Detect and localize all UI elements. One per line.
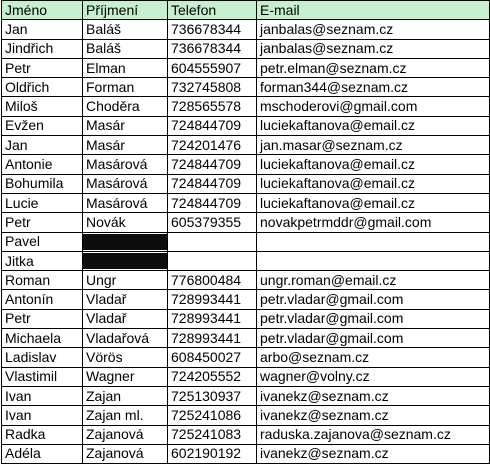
cell-first-name[interactable]: Roman [2,271,83,290]
cell-first-name[interactable]: Ivan [2,386,83,405]
header-first-name[interactable]: Jméno [2,1,83,20]
cell-last-name[interactable] [83,232,168,251]
cell-first-name[interactable]: Lucie [2,193,83,212]
cell-phone[interactable]: 604555907 [168,58,257,77]
table-row [2,78,490,97]
cell-phone[interactable] [168,232,257,251]
cell-email[interactable]: petr.vladar@gmail.com [257,290,490,309]
cell-last-name[interactable]: Zajan ml. [83,406,168,425]
table-row [2,58,490,77]
table-row [2,444,490,463]
cell-email[interactable]: wagner@volny.cz [257,367,490,386]
header-row [2,1,490,20]
cell-phone[interactable]: 724844709 [168,174,257,193]
cell-phone[interactable] [168,251,257,270]
cell-first-name[interactable]: Oldřich [2,78,83,97]
cell-last-name[interactable]: Forman [83,78,168,97]
cell-email[interactable]: ungr.roman@email.cz [257,271,490,290]
header-phone[interactable]: Telefon [168,1,257,20]
cell-email[interactable]: raduska.zajanova@seznam.cz [257,425,490,444]
cell-last-name[interactable]: Choděra [83,97,168,116]
cell-last-name[interactable]: Baláš [83,20,168,39]
table-row [2,290,490,309]
cell-first-name[interactable]: Radka [2,425,83,444]
cell-email[interactable] [257,232,490,251]
cell-email[interactable]: mschoderovi@gmail.com [257,97,490,116]
cell-first-name[interactable]: Ladislav [2,348,83,367]
cell-email[interactable]: ivanekz@seznam.cz [257,386,490,405]
cell-email[interactable]: ivanekz@seznam.cz [257,444,490,463]
table-row [2,386,490,405]
cell-email[interactable]: novakpetrmddr@gmail.com [257,213,490,232]
cell-phone[interactable]: 725241086 [168,406,257,425]
cell-email[interactable]: luciekaftanova@email.cz [257,174,490,193]
cell-phone[interactable]: 724844709 [168,116,257,135]
header-last-name[interactable]: Příjmení [83,1,168,20]
cell-phone[interactable]: 728565578 [168,97,257,116]
cell-email[interactable]: petr.vladar@gmail.com [257,329,490,348]
cell-phone[interactable]: 736678344 [168,20,257,39]
cell-phone[interactable]: 724205552 [168,367,257,386]
table-row [2,193,490,212]
cell-last-name[interactable]: Ungr [83,271,168,290]
table-row [2,425,490,444]
cell-email[interactable] [257,251,490,270]
table-row [2,367,490,386]
cell-email[interactable]: petr.vladar@gmail.com [257,309,490,328]
cell-last-name[interactable]: Vladař [83,290,168,309]
redaction-bar [83,253,168,269]
table-row [2,39,490,58]
table-row [2,348,490,367]
cell-first-name[interactable]: Adéla [2,444,83,463]
cell-last-name[interactable] [83,251,168,270]
cell-first-name[interactable]: Antonie [2,155,83,174]
header-email[interactable]: E-mail [257,1,490,20]
cell-last-name[interactable]: Wagner [83,367,168,386]
cell-first-name[interactable]: Michaela [2,329,83,348]
cell-first-name[interactable]: Antonín [2,290,83,309]
cell-first-name[interactable]: Evžen [2,116,83,135]
cell-first-name[interactable]: Petr [2,309,83,328]
table-row [2,174,490,193]
cell-first-name[interactable]: Vlastimil [2,367,83,386]
table-row [2,271,490,290]
cell-first-name[interactable]: Jan [2,136,83,155]
cell-last-name[interactable]: Vörös [83,348,168,367]
cell-first-name[interactable]: Jindřich [2,39,83,58]
cell-last-name[interactable]: Masárová [83,155,168,174]
cell-email[interactable]: ivanekz@seznam.cz [257,406,490,425]
cell-first-name[interactable]: Jan [2,20,83,39]
cell-email[interactable]: luciekaftanova@email.cz [257,193,490,212]
cell-email[interactable]: petr.elman@seznam.cz [257,58,490,77]
table-row [2,97,490,116]
cell-phone[interactable]: 602190192 [168,444,257,463]
cell-phone[interactable]: 724844709 [168,155,257,174]
cell-last-name[interactable]: Vladařová [83,329,168,348]
cell-email[interactable]: janbalas@seznam.cz [257,20,490,39]
table-row [2,232,490,251]
cell-first-name[interactable]: Jitka [2,251,83,270]
table-row [2,213,490,232]
cell-email[interactable]: forman344@seznam.cz [257,78,490,97]
cell-phone[interactable]: 725241083 [168,425,257,444]
table-row [2,136,490,155]
cell-email[interactable]: arbo@seznam.cz [257,348,490,367]
cell-first-name[interactable]: Miloš [2,97,83,116]
cell-phone[interactable]: 605379355 [168,213,257,232]
cell-phone[interactable]: 724844709 [168,193,257,212]
cell-phone[interactable]: 728993441 [168,290,257,309]
cell-email[interactable]: luciekaftanova@email.cz [257,116,490,135]
cell-phone[interactable]: 732745808 [168,78,257,97]
cell-phone[interactable]: 724201476 [168,136,257,155]
cell-phone[interactable]: 736678344 [168,39,257,58]
cell-last-name[interactable]: Zajanová [83,444,168,463]
table-row [2,329,490,348]
cell-phone[interactable]: 728993441 [168,309,257,328]
cell-first-name[interactable]: Bohumila [2,174,83,193]
table-row [2,20,490,39]
table-row [2,116,490,135]
cell-first-name[interactable]: Petr [2,58,83,77]
cell-first-name[interactable]: Petr [2,213,83,232]
redaction-bar [83,234,168,250]
cell-first-name[interactable]: Ivan [2,406,83,425]
cell-last-name[interactable]: Elman [83,58,168,77]
cell-last-name[interactable]: Masárová [83,174,168,193]
cell-last-name[interactable]: Zajan [83,386,168,405]
cell-last-name[interactable]: Masár [83,116,168,135]
table-row [2,406,490,425]
table-row [2,155,490,174]
cell-first-name[interactable]: Pavel [2,232,83,251]
cell-phone[interactable]: 608450027 [168,348,257,367]
cell-last-name[interactable]: Masárová [83,193,168,212]
cell-email[interactable]: jan.masar@seznam.cz [257,136,490,155]
cell-phone[interactable]: 776800484 [168,271,257,290]
cell-last-name[interactable]: Masár [83,136,168,155]
cell-phone[interactable]: 725130937 [168,386,257,405]
contacts-table [1,0,490,464]
cell-last-name[interactable]: Vladař [83,309,168,328]
cell-phone[interactable]: 728993441 [168,329,257,348]
cell-last-name[interactable]: Zajanová [83,425,168,444]
cell-last-name[interactable]: Baláš [83,39,168,58]
cell-last-name[interactable]: Novák [83,213,168,232]
cell-email[interactable]: janbalas@seznam.cz [257,39,490,58]
table-row [2,251,490,270]
table-row [2,309,490,328]
cell-email[interactable]: luciekaftanova@email.cz [257,155,490,174]
